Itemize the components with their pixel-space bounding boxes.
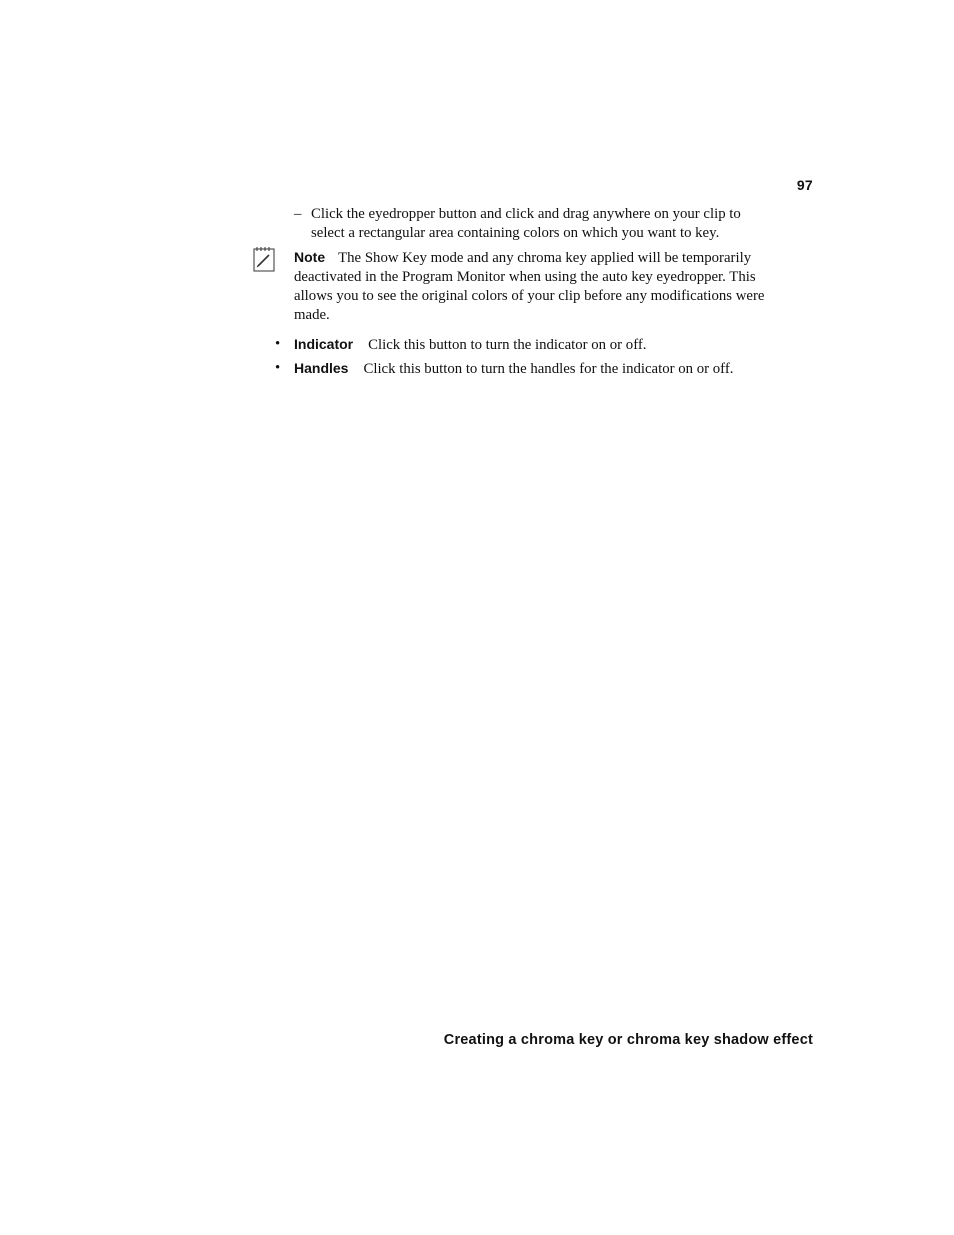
dash-item-text: Click the eyedropper button and click and drag anywhere on your clip to select a rectangular area containing colors on which you want to key.	[311, 206, 741, 241]
note-text: The Show Key mode and any chroma key applied will be temporarily deactivated in the Program Monitor when using the auto key eyedropper. This allows you to see the original colors of your clip before any modifications were made.	[294, 250, 765, 323]
bullet-marker: •	[275, 336, 281, 352]
dash-list-item	[294, 205, 774, 243]
dash-marker: –	[294, 206, 302, 222]
bullet-label: Handles	[294, 360, 349, 376]
note-block	[294, 248, 774, 325]
footer-section-title: Creating a chroma key or chroma key shadow effect	[443, 1032, 813, 1048]
bullet-marker: •	[275, 360, 281, 376]
notepad-pencil-icon	[252, 246, 276, 272]
bullet-text: Click this button to turn the indicator on or off.	[368, 337, 647, 353]
bullet-list	[275, 335, 795, 383]
list-item	[275, 335, 795, 355]
page-number: 97	[796, 177, 813, 193]
note-label: Note	[294, 249, 326, 265]
list-item	[275, 359, 795, 379]
bullet-label: Indicator	[294, 336, 354, 352]
bullet-text: Click this button to turn the handles for the indicator on or off.	[363, 361, 734, 377]
